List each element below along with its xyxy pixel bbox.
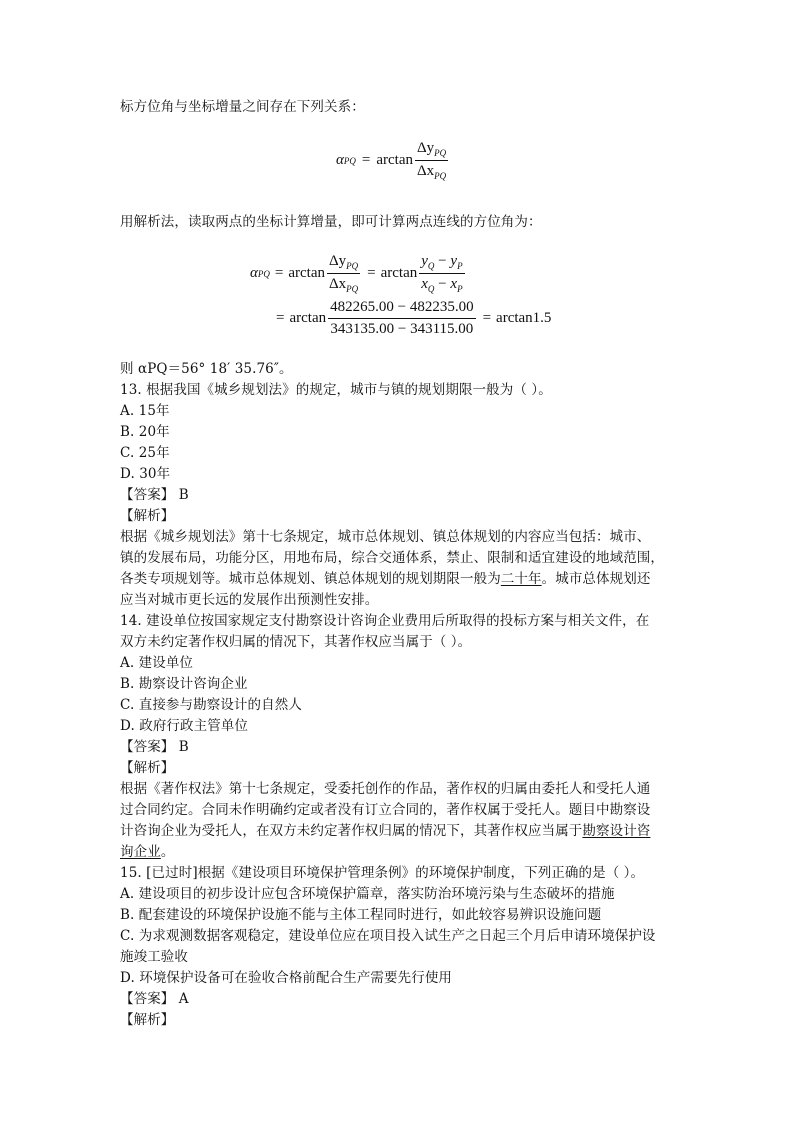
formula-subscript: P xyxy=(457,284,463,294)
q13-option-c: C. 25年 xyxy=(120,445,170,461)
q14-explanation-line3 xyxy=(120,821,650,841)
q13-option-a: A. 15年 xyxy=(120,403,170,419)
formula-denominator: 343135.00 − 343115.00 xyxy=(330,321,474,337)
formula-subscript: PQ xyxy=(434,171,447,181)
q13-analysis-label: 【解析】 xyxy=(120,508,175,524)
formula-azimuth-computation-line2 xyxy=(276,299,551,338)
formula-subscript: Q xyxy=(427,284,435,294)
q14-explanation-text: 计咨询企业为受托人，在双方未约定著作权归属的情况下，其著作权应当属于 xyxy=(120,823,583,839)
formula-alpha: α xyxy=(250,265,258,281)
formula-subscript: PQ xyxy=(346,261,359,271)
q14-explanation-line2: 过合同约定。合同未作明确约定或者没有订立合同的，著作权属于受托人。题目中勘察设 xyxy=(120,802,651,818)
formula-arctan: arctan xyxy=(289,310,327,326)
formula-subscript: P xyxy=(457,261,463,271)
formula-equals: = xyxy=(361,152,371,168)
formula-numerator: Δy xyxy=(328,253,347,269)
formula-fraction xyxy=(415,140,448,181)
formula-var: x xyxy=(421,276,428,292)
q14-option-c: C. 直接参与勘察设计的自然人 xyxy=(120,697,302,713)
formula-arctan: arctan xyxy=(380,265,418,281)
q13-explanation-line3 xyxy=(120,569,650,589)
formula-arctan: arctan xyxy=(376,152,413,168)
q14-explanation-line4 xyxy=(120,842,174,862)
q15-option-a: A. 建设项目的初步设计应包含环境保护篇章，落实防治环境污染与生态破坏的措施 xyxy=(120,886,615,902)
q13-stem: 13. 根据我国《城乡规划法》的规定，城市与镇的规划期限一般为（ ）。 xyxy=(120,382,552,398)
formula-minus: − xyxy=(434,276,451,292)
q13-explanation-line1: 根据《城乡规划法》第十七条规定，城市总体规划、镇总体规划的内容应当包括：城市、 xyxy=(120,529,651,545)
formula-equals: = xyxy=(367,265,376,281)
analytic-intro-text: 用解析法，读取两点的坐标计算增量，即可计算两点连线的方位角为： xyxy=(120,214,542,230)
formula-subscript: Q xyxy=(427,261,435,271)
q13-explanation-underlined: 二十年 xyxy=(500,571,542,587)
q14-option-a: A. 建设单位 xyxy=(120,655,194,671)
formula-subscript: PQ xyxy=(343,155,356,166)
formula-equals: = xyxy=(276,310,285,326)
q15-option-c-line1: C. 为求观测数据客观稳定，建设单位应在项目投入试生产之日起三个月后申请环境保护设 xyxy=(120,928,656,944)
q15-stem: 15. [已过时]根据《建设项目环境保护管理条例》的环境保护制度，下列正确的是（ ）。 xyxy=(120,865,645,881)
formula-fraction-numeric xyxy=(328,299,475,338)
formula-var: y xyxy=(421,253,428,269)
formula-denominator: Δx xyxy=(416,163,435,179)
q13-explanation-line4: 应当对城市更长远的发展作出预测性安排。 xyxy=(120,592,379,608)
relation-intro-text: 标方位角与坐标增量之间存在下列关系： xyxy=(120,99,365,115)
q13-option-b: B. 20年 xyxy=(120,424,170,440)
formula-arctan: arctan xyxy=(288,265,325,281)
q15-option-d: D. 环境保护设备可在验收合格前配合生产需要先行使用 xyxy=(120,970,453,986)
formula-var: y xyxy=(450,253,458,269)
formula-var: x xyxy=(450,276,458,292)
q15-analysis-label: 【解析】 xyxy=(120,1012,175,1028)
formula-fraction-increment xyxy=(327,253,360,294)
q13-option-d: D. 30年 xyxy=(120,466,171,482)
formula-numerator: 482265.00 − 482235.00 xyxy=(328,299,475,319)
q15-option-b: B. 配套建设的环境保护设施不能与主体工程同时进行，如此较容易辨识设施问题 xyxy=(120,907,602,923)
q14-explanation-text: 。 xyxy=(160,844,175,860)
formula-result: arctan1.5 xyxy=(496,310,552,326)
azimuth-result-text: 则 αPQ＝56° 18′ 35.76″。 xyxy=(120,361,293,377)
formula-azimuth-definition xyxy=(336,140,450,181)
formula-subscript: PQ xyxy=(257,268,270,279)
formula-minus: − xyxy=(434,253,451,269)
q14-stem-line1: 14. 建设单位按国家规定支付勘察设计咨询企业费用后所取得的投标方案与相关文件，在 xyxy=(120,613,650,629)
q13-explanation-text: 各类专项规划等。城市总体规划、镇总体规划的规划期限一般为 xyxy=(120,571,501,587)
q14-answer: 【答案】 B xyxy=(120,739,189,755)
formula-subscript: PQ xyxy=(346,284,359,294)
q13-explanation-line2: 镇的发展布局，功能分区，用地布局，综合交通体系，禁止、限制和适宜建设的地域范围， xyxy=(120,550,664,566)
formula-azimuth-computation-line1 xyxy=(250,253,467,294)
formula-alpha: α xyxy=(336,152,344,168)
q14-analysis-label: 【解析】 xyxy=(120,760,175,776)
q14-explanation-line1: 根据《著作权法》第十七条规定，受委托创作的作品，著作权的归属由委托人和受托人通 xyxy=(120,781,651,797)
q13-answer: 【答案】 B xyxy=(120,487,189,503)
q14-explanation-underlined: 询企业 xyxy=(120,844,161,860)
formula-subscript: PQ xyxy=(434,148,447,158)
formula-numerator: Δy xyxy=(416,140,435,156)
formula-denominator: Δx xyxy=(328,276,347,292)
q15-answer: 【答案】 A xyxy=(120,991,189,1007)
q14-option-b: B. 勘察设计咨询企业 xyxy=(120,676,248,692)
q15-option-c-line2: 施竣工验收 xyxy=(120,949,188,965)
formula-fraction-coordinates xyxy=(419,253,464,294)
q13-explanation-text: 。城市总体规划还 xyxy=(541,571,651,587)
formula-equals: = xyxy=(274,265,284,281)
q14-option-d: D. 政府行政主管单位 xyxy=(120,718,249,734)
q14-stem-line2: 双方未约定著作权归属的情况下，其著作权应当属于（ ）。 xyxy=(120,634,472,650)
formula-equals: = xyxy=(482,310,492,326)
q14-explanation-underlined: 勘察设计咨 xyxy=(582,823,651,839)
